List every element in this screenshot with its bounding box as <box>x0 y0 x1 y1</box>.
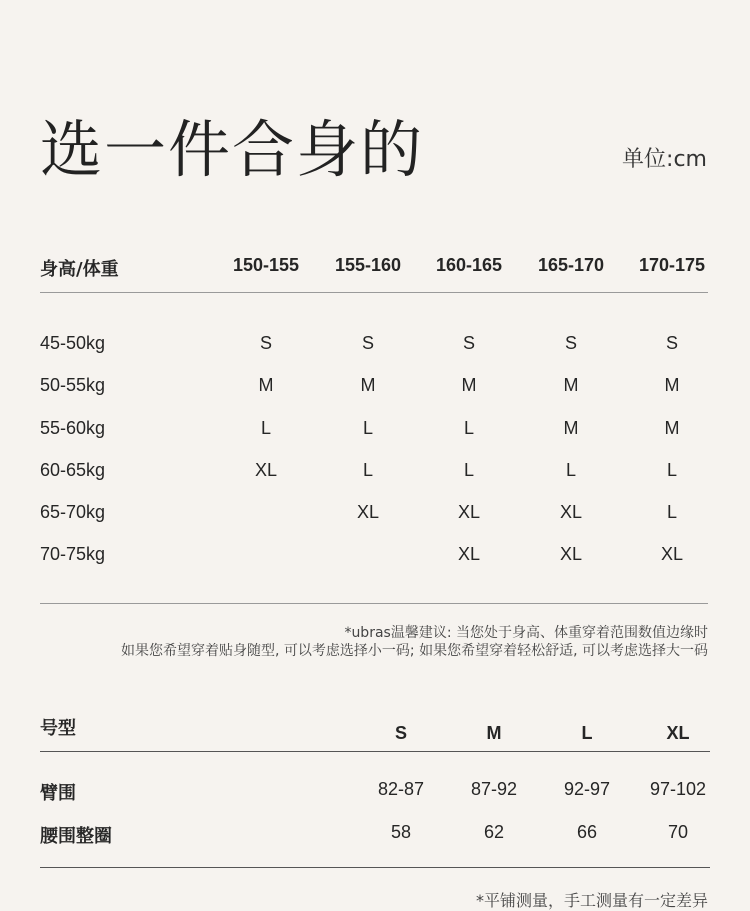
measure-cell: 97-102 <box>649 779 707 799</box>
size-cell: XL <box>660 544 684 564</box>
size-cell: M <box>664 375 680 395</box>
size-cell: L <box>463 418 475 438</box>
size-cell: S <box>564 333 578 353</box>
size-cell: XL <box>457 502 481 522</box>
table-row <box>40 418 708 448</box>
size-cell: L <box>260 418 272 438</box>
size-cell: XL <box>356 502 380 522</box>
size-header: XL <box>666 723 690 743</box>
height-header: 150-155 <box>232 255 300 275</box>
size-cell: S <box>259 333 273 353</box>
table-row <box>40 460 708 490</box>
size-cell: M <box>461 375 477 395</box>
size-cell: S <box>462 333 476 353</box>
measure-cell: 92-97 <box>563 779 611 799</box>
measure-cell: 62 <box>483 822 505 842</box>
measure-label: 腰围整圈 <box>40 826 112 847</box>
size-cell: L <box>463 460 475 480</box>
size-header: S <box>394 723 408 743</box>
size-header: L <box>581 723 593 743</box>
size-cell: M <box>664 418 680 438</box>
unit-label: 单位:cm <box>622 147 707 172</box>
weight-label: 50-55kg <box>40 375 106 395</box>
measure-cell: 58 <box>390 822 412 842</box>
measure-cell: 66 <box>576 822 598 842</box>
page-title: 选一件合身的 <box>40 113 425 186</box>
size-cell: XL <box>559 544 583 564</box>
measurement-footnote: *平铺测量，手工测量有一定差异 <box>475 891 708 910</box>
height-header: 155-160 <box>334 255 402 275</box>
height-header: 160-165 <box>435 255 503 275</box>
measure-table-corner: 号型 <box>40 718 76 739</box>
size-table-corner: 身高/体重 <box>40 259 119 280</box>
size-cell: M <box>360 375 376 395</box>
measure-cell: 87-92 <box>470 779 518 799</box>
measure-table-bottom-divider <box>40 867 710 868</box>
measure-table-header <box>40 714 710 744</box>
size-cell: M <box>258 375 274 395</box>
size-header: M <box>486 723 502 743</box>
weight-label: 65-70kg <box>40 502 106 522</box>
measure-cell: 70 <box>667 822 689 842</box>
size-cell: L <box>362 418 374 438</box>
size-cell: XL <box>254 460 278 480</box>
size-table-header <box>40 255 708 285</box>
size-table-bottom-divider <box>40 603 708 604</box>
table-row <box>40 779 710 809</box>
size-cell: XL <box>457 544 481 564</box>
measure-label: 臂围 <box>40 783 76 804</box>
fit-tip-line2: 如果您希望穿着贴身随型, 可以考虑选择小一码; 如果您希望穿着轻松舒适, 可以考虑选择大一码 <box>121 643 708 659</box>
size-cell: S <box>665 333 679 353</box>
weight-label: 45-50kg <box>40 333 106 353</box>
measure-cell: 82-87 <box>377 779 425 799</box>
measure-table-header-divider <box>40 751 710 752</box>
table-row <box>40 502 708 532</box>
size-table-header-divider <box>40 292 708 293</box>
weight-label: 70-75kg <box>40 544 106 564</box>
height-header: 170-175 <box>638 255 706 275</box>
size-cell: L <box>666 460 678 480</box>
height-header: 165-170 <box>537 255 605 275</box>
size-cell: L <box>666 502 678 522</box>
table-row <box>40 544 708 574</box>
weight-label: 60-65kg <box>40 460 106 480</box>
size-cell: XL <box>559 502 583 522</box>
table-row <box>40 822 710 852</box>
size-cell: M <box>563 418 579 438</box>
weight-label: 55-60kg <box>40 418 106 438</box>
size-cell: L <box>362 460 374 480</box>
size-cell: S <box>361 333 375 353</box>
size-cell: M <box>563 375 579 395</box>
fit-tip-line1: *ubras温馨建议: 当您处于身高、体重穿着范围数值边缘时 <box>344 625 708 641</box>
table-row <box>40 375 708 405</box>
size-cell: L <box>565 460 577 480</box>
table-row <box>40 333 708 363</box>
